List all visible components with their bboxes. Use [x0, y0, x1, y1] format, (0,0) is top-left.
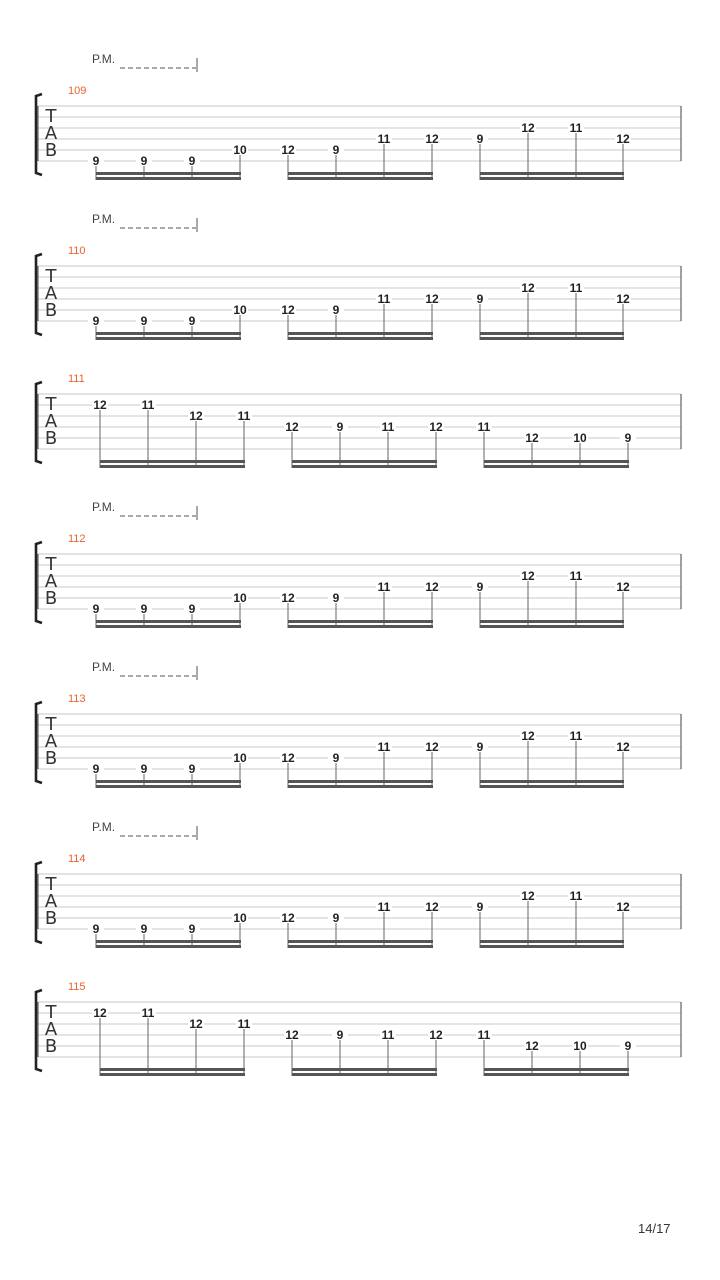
fret-number: 11 — [237, 1017, 251, 1031]
fret-number: 12 — [281, 591, 295, 605]
fret-number: 9 — [188, 762, 196, 776]
beam-primary — [484, 1073, 629, 1076]
fret-number: 12 — [616, 740, 630, 754]
fret-number: 11 — [141, 398, 155, 412]
beam-primary — [96, 337, 241, 340]
fret-number: 12 — [281, 751, 295, 765]
beam-secondary — [292, 460, 437, 463]
fret-number: 9 — [92, 154, 100, 168]
fret-number: 9 — [140, 762, 148, 776]
fret-number: 12 — [521, 121, 535, 135]
beam-primary — [292, 1073, 437, 1076]
fret-number: 9 — [140, 922, 148, 936]
beam-primary — [292, 465, 437, 468]
beam-primary — [96, 785, 241, 788]
fret-number: 9 — [188, 154, 196, 168]
beam-primary — [484, 465, 629, 468]
fret-number: 11 — [377, 580, 391, 594]
beam-secondary — [96, 620, 241, 623]
tab-clef-letter: A — [44, 731, 58, 752]
fret-number: 11 — [377, 132, 391, 146]
beam-secondary — [288, 940, 433, 943]
fret-number: 9 — [140, 154, 148, 168]
fret-number: 9 — [336, 1028, 344, 1042]
fret-number: 10 — [233, 911, 247, 925]
beam-secondary — [96, 940, 241, 943]
beam-secondary — [484, 460, 629, 463]
fret-number: 9 — [624, 431, 632, 445]
fret-number: 12 — [521, 569, 535, 583]
fret-number: 12 — [425, 292, 439, 306]
fret-number: 12 — [425, 900, 439, 914]
fret-number: 12 — [281, 911, 295, 925]
tab-system — [36, 660, 681, 788]
fret-number: 12 — [616, 132, 630, 146]
beam-secondary — [96, 332, 241, 335]
fret-number: 10 — [573, 1039, 587, 1053]
tab-clef-letter: B — [44, 748, 58, 769]
beam-secondary — [480, 620, 624, 623]
beam-primary — [96, 945, 241, 948]
fret-number: 12 — [425, 580, 439, 594]
fret-number: 9 — [140, 602, 148, 616]
fret-number: 11 — [477, 420, 491, 434]
bar-number: 113 — [68, 693, 86, 705]
tab-clef-letter: A — [44, 1019, 58, 1040]
tab-clef-letter: T — [45, 554, 57, 575]
tab-clef-letter: A — [44, 571, 58, 592]
palm-mute-label: P.M. — [92, 52, 116, 66]
palm-mute-label: P.M. — [92, 500, 116, 514]
tab-system — [36, 500, 681, 628]
beam-primary — [480, 945, 624, 948]
tab-clef-letter: A — [44, 411, 58, 432]
beam-secondary — [96, 172, 241, 175]
fret-number: 12 — [189, 1017, 203, 1031]
fret-number: 10 — [233, 303, 247, 317]
tab-clef-letter: A — [44, 123, 58, 144]
beam-secondary — [484, 1068, 629, 1071]
beam-secondary — [480, 172, 624, 175]
tab-clef-letter: B — [44, 1036, 58, 1057]
tab-clef-letter: B — [44, 140, 58, 161]
tab-system — [36, 212, 681, 340]
tab-clef-letter: T — [45, 1002, 57, 1023]
fret-number: 12 — [93, 398, 107, 412]
fret-number: 9 — [476, 740, 484, 754]
fret-number: 10 — [233, 591, 247, 605]
fret-number: 9 — [332, 911, 340, 925]
fret-number: 10 — [233, 143, 247, 157]
tab-clef-letter: B — [44, 428, 58, 449]
beam-secondary — [100, 1068, 245, 1071]
beam-primary — [480, 625, 624, 628]
tab-clef-letter: B — [44, 300, 58, 321]
fret-number: 10 — [573, 431, 587, 445]
tab-clef-letter: B — [44, 908, 58, 929]
fret-number: 9 — [476, 132, 484, 146]
tab-clef-letter: T — [45, 874, 57, 895]
fret-number: 12 — [429, 1028, 443, 1042]
bar-number: 110 — [68, 245, 86, 257]
fret-number: 9 — [92, 314, 100, 328]
beam-primary — [288, 625, 433, 628]
beam-primary — [288, 785, 433, 788]
tab-system — [36, 820, 681, 948]
fret-number: 9 — [332, 303, 340, 317]
beam-primary — [96, 625, 241, 628]
tab-clef-letter: A — [44, 891, 58, 912]
beam-secondary — [100, 460, 245, 463]
beam-primary — [96, 177, 241, 180]
fret-number: 9 — [92, 602, 100, 616]
fret-number: 12 — [525, 431, 539, 445]
fret-number: 9 — [188, 602, 196, 616]
bar-number: 109 — [68, 85, 87, 97]
fret-number: 11 — [377, 900, 391, 914]
fret-number: 11 — [477, 1028, 491, 1042]
fret-number: 11 — [377, 740, 391, 754]
beam-primary — [480, 337, 624, 340]
tab-system — [36, 52, 681, 180]
fret-number: 11 — [569, 569, 583, 583]
beam-primary — [288, 337, 433, 340]
beam-primary — [100, 465, 245, 468]
beam-secondary — [96, 780, 241, 783]
palm-mute-label: P.M. — [92, 660, 116, 674]
fret-number: 12 — [525, 1039, 539, 1053]
fret-number: 9 — [332, 751, 340, 765]
tab-clef-letter: T — [45, 394, 57, 415]
beam-primary — [288, 945, 433, 948]
fret-number: 9 — [336, 420, 344, 434]
fret-number: 9 — [476, 900, 484, 914]
fret-number: 11 — [569, 281, 583, 295]
fret-number: 10 — [233, 751, 247, 765]
tab-clef-letter: T — [45, 266, 57, 287]
beam-secondary — [480, 332, 624, 335]
fret-number: 12 — [285, 1028, 299, 1042]
palm-mute-label: P.M. — [92, 820, 116, 834]
fret-number: 11 — [237, 409, 251, 423]
fret-number: 12 — [616, 292, 630, 306]
fret-number: 9 — [476, 580, 484, 594]
fret-number: 12 — [521, 889, 535, 903]
tab-clef-letter: A — [44, 283, 58, 304]
tab-clef-letter: B — [44, 588, 58, 609]
beam-primary — [100, 1073, 245, 1076]
beam-secondary — [292, 1068, 437, 1071]
fret-number: 12 — [189, 409, 203, 423]
beam-secondary — [288, 780, 433, 783]
bar-number: 114 — [68, 853, 86, 865]
fret-number: 11 — [569, 889, 583, 903]
fret-number: 11 — [569, 729, 583, 743]
fret-number: 9 — [476, 292, 484, 306]
fret-number: 9 — [332, 591, 340, 605]
beam-primary — [288, 177, 433, 180]
fret-number: 12 — [425, 132, 439, 146]
fret-number: 12 — [521, 729, 535, 743]
beam-secondary — [288, 172, 433, 175]
fret-number: 12 — [93, 1006, 107, 1020]
fret-number: 11 — [381, 420, 395, 434]
fret-number: 12 — [425, 740, 439, 754]
fret-number: 11 — [381, 1028, 395, 1042]
fret-number: 11 — [377, 292, 391, 306]
bar-number: 112 — [68, 533, 86, 545]
beam-primary — [480, 785, 624, 788]
fret-number: 12 — [429, 420, 443, 434]
fret-number: 12 — [281, 143, 295, 157]
tab-clef-letter: T — [45, 106, 57, 127]
fret-number: 9 — [92, 922, 100, 936]
fret-number: 12 — [616, 900, 630, 914]
fret-number: 12 — [285, 420, 299, 434]
fret-number: 11 — [569, 121, 583, 135]
palm-mute-label: P.M. — [92, 212, 116, 226]
beam-primary — [480, 177, 624, 180]
fret-number: 12 — [616, 580, 630, 594]
beam-secondary — [480, 940, 624, 943]
fret-number: 9 — [624, 1039, 632, 1053]
fret-number: 9 — [92, 762, 100, 776]
page-number: 14/17 — [638, 1221, 671, 1236]
fret-number: 9 — [188, 922, 196, 936]
fret-number: 12 — [521, 281, 535, 295]
bar-number: 115 — [68, 981, 86, 993]
beam-secondary — [480, 780, 624, 783]
beam-secondary — [288, 332, 433, 335]
fret-number: 11 — [141, 1006, 155, 1020]
tab-clef-letter: T — [45, 714, 57, 735]
tab-system — [36, 981, 681, 1076]
fret-number: 9 — [140, 314, 148, 328]
fret-number: 9 — [332, 143, 340, 157]
tab-system — [36, 373, 681, 468]
bar-number: 111 — [68, 373, 85, 385]
beam-secondary — [288, 620, 433, 623]
fret-number: 12 — [281, 303, 295, 317]
fret-number: 9 — [188, 314, 196, 328]
